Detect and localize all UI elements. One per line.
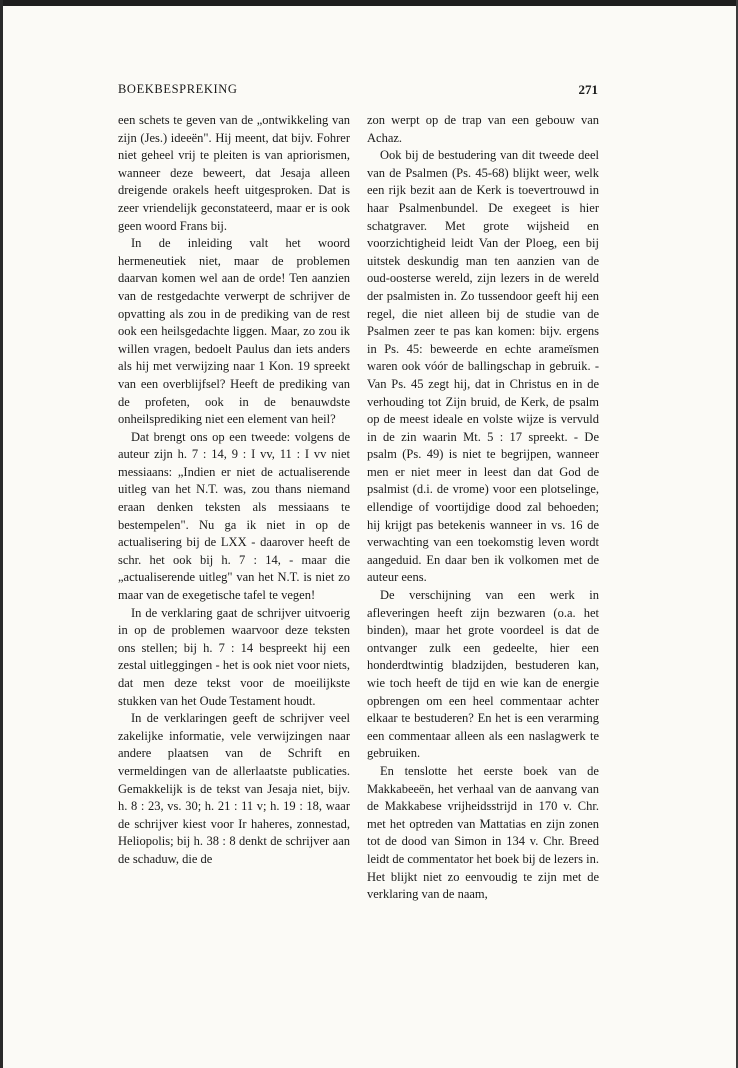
running-head: BOEKBESPREKING (118, 82, 238, 96)
paragraph: Ook bij de bestudering van dit tweede deel van de Psalmen (Ps. 45-68) blijkt weer, welk een rijk bezit aan de Kerk is toevertrouwd in haar Psalmenbundel. De exegeet is hier schatgraver. Met grote wijsheid en voorzichtigheid leidt Van der Ploeg, een bij uitstek deskundig man ten aanzien van de oud-oosterse wereld, zijn lezers in de wereld der psalmisten in. Zo tussendoor geeft hij een regel, die niet alleen bij de studie van de Psalmen zeer te pas kan komen: bijv. ergens in Ps. 45: beweerde en echte arameïsmen waren ook vóór de ballingschap in gebruik. - Van Ps. 45 zegt hij, dat in Christus en in de verhouding tot Zijn bruid, de Kerk, de psalm op de meest ideale en volste wijze is vervuld in de zin waarin Mt. 5 : 17 spreekt. - De psalm (Ps. 49) is niet te begrijpen, wanneer men er niet meer in leest dan dat God de psalmist (d.i. de vrome) voor een plotselinge, ellendige of voortijdige dood zal behoeden; hij krijgt pas betekenis wanneer in vs. 16 de verwachting van een toekomstig leven wordt aangeduid. En daar ben ik volkomen met de auteur eens. (367, 148, 599, 585)
paragraph: zon werpt op de trap van een gebouw van Achaz. (367, 113, 599, 145)
paragraph: En tenslotte het eerste boek van de Makkabeeën, het verhaal van de aanvang van de Makkabese vrijheidsstrijd in 170 v. Chr. met het optreden van Mattatias en zijn zonen tot de dood van Simon in 134 v. Chr. Breed leidt de commentator het boek bij de lezers in. Het blijkt niet zo eenvoudig te zijn met de verklaring van de naam, (367, 763, 599, 902)
paragraph: In de inleiding valt het woord hermeneutiek niet, maar de problemen daarvan komen wel aan de orde! Ten aanzien van de restgedachte verwerpt de schrijver de opvatting als zou in de prediking van de rest ook een heilsgedachte liggen. Maar, zo zou ik willen vragen, bedoelt Paulus dan iets anders als hij met verwijzing naar 1 Kon. 19 spreekt van een overblijfsel? Heeft de prediking van de profeten, ook in de benauwdste onheilsprediking niet een element van heil? (118, 236, 350, 427)
scan-edge-left (0, 0, 3, 1068)
left-column (118, 112, 350, 869)
right-column (367, 112, 599, 904)
paragraph: In de verklaring gaat de schrijver uitvoerig in op de problemen waarvoor deze teksten ons stellen; bij h. 7 : 14 bespreekt hij een zestal uitleggingen - het is ook niet voor niets, dat men deze tekst voor de moeilijkste stukken van het Oude Testament houdt. (118, 605, 350, 708)
paragraph: Dat brengt ons op een tweede: volgens de auteur zijn h. 7 : 14, 9 : I vv, 11 : I vv niet messiaans: „Indien er niet de actualiserende uitleg van het N.T. was, zou thans niemand eraan denken teksten als messiaans te bestempelen". Nu ga ik niet in op de actualisering bij de LXX - daarover heeft de schr. het ook bij h. 7 : 14, - maar die „actualiserende uitleg" van het N.T. is niet zo maar van de exegetische tafel te vegen! (118, 429, 350, 603)
paragraph: een schets te geven van de „ontwikkeling van zijn (Jes.) ideeën". Hij meent, dat bijv. Fohrer niet geheel vrij te pleiten is van apriorismen, wanneer deze beweert, dat Jesaja alleen dreigende orakels heeft uitgesproken. Dat is zeer vriendelijk geconstateerd, maar er is ook geen woord Frans bij. (118, 113, 350, 233)
scan-edge-top (0, 0, 738, 6)
paragraph: De verschijning van een werk in afleveringen heeft zijn bezwaren (o.a. het binden), maar het grote voordeel is dat de ontvanger zulk een gedeelte, hier een honderdtwintig bladzijden, bestuderen kan, wie toch heeft de tijd en wie kan de energie opbrengen om een heel commentaar achter elkaar te bestuderen? En het is een verarming een commentaar alleen als een naslagwerk te gebruiken. (367, 588, 599, 761)
page-number: 271 (578, 82, 598, 97)
paragraph: In de verklaringen geeft de schrijver veel zakelijke informatie, vele verwijzingen naar andere plaatsen van de Schrift en vermeldingen van de allerlaatste publicaties. Gemakkelijk is de tekst van Jesaja niet, bijv. h. 8 : 23, vs. 30; h. 21 : 11 v; h. 19 : 18, waar de schrijver kiest voor Ir haheres, zonnestad, Heliopolis; bij h. 38 : 8 denkt de schrijver aan de schaduw, die de (118, 711, 350, 866)
